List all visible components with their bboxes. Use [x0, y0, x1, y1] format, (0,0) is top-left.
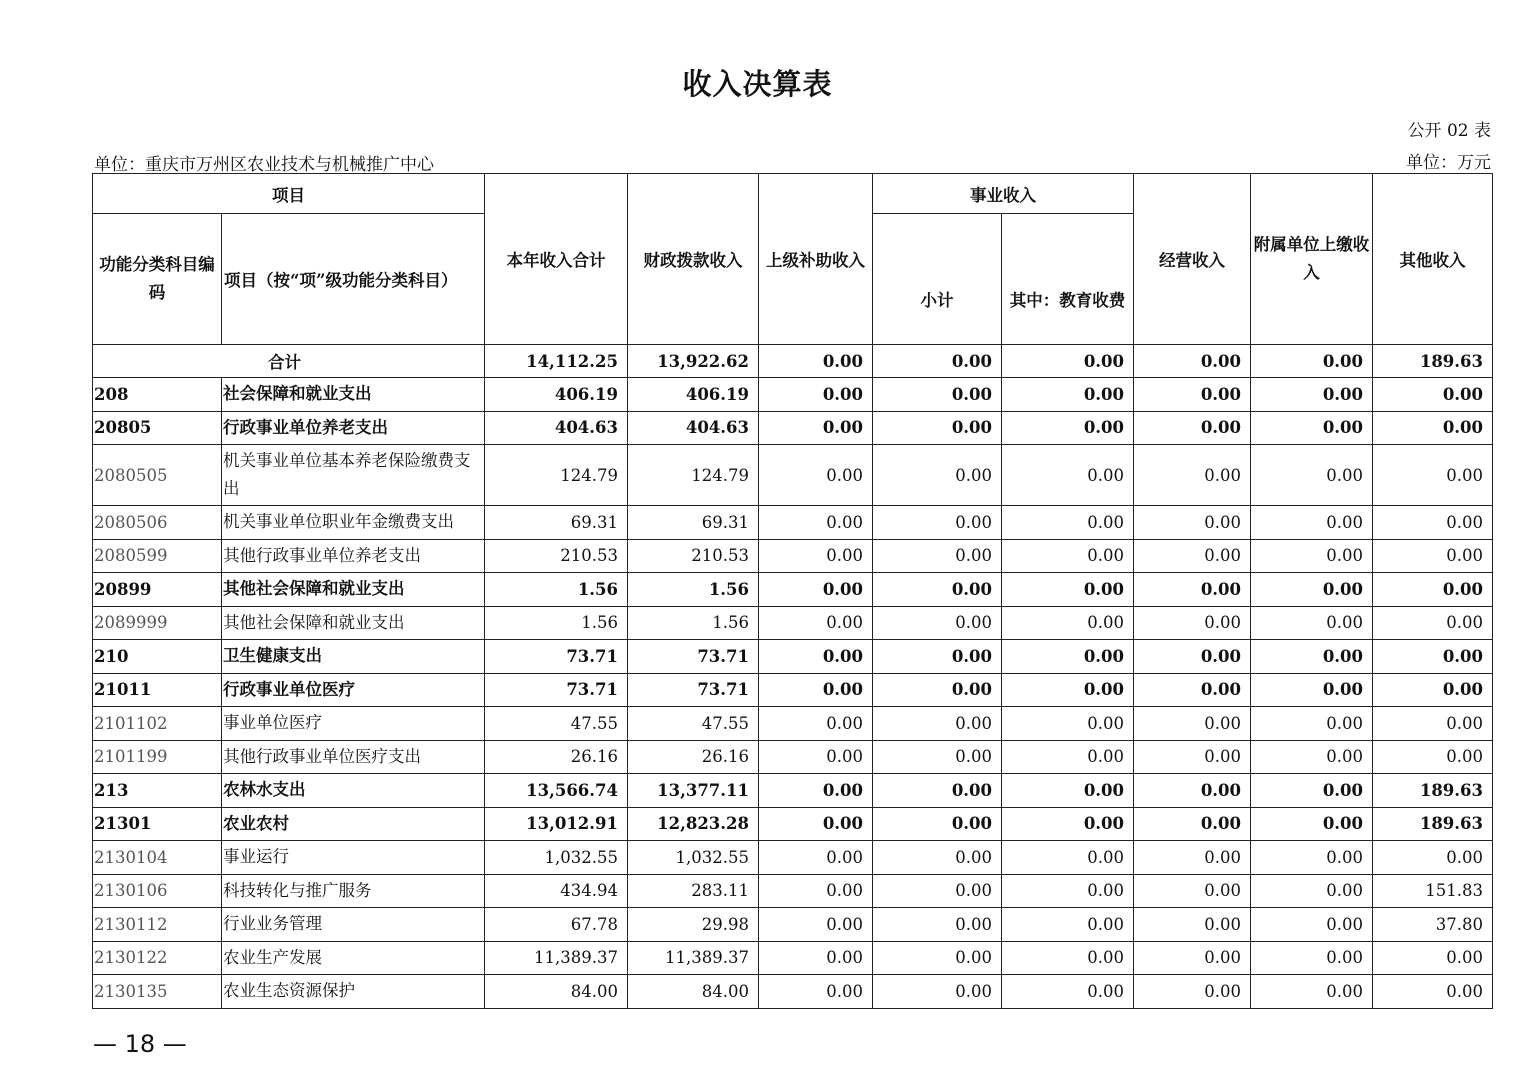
row-value: 0.00 — [873, 573, 1002, 607]
row-value: 37.80 — [1373, 908, 1493, 942]
row-value: 0.00 — [873, 874, 1002, 908]
row-value: 0.00 — [1373, 378, 1493, 412]
row-value: 0.00 — [1134, 640, 1251, 674]
row-value: 0.00 — [873, 908, 1002, 942]
row-value: 73.71 — [485, 640, 628, 674]
row-value: 0.00 — [1251, 975, 1373, 1009]
header-func-code: 功能分类科目编码 — [93, 214, 222, 345]
table-row — [93, 606, 1493, 640]
row-value: 0.00 — [1002, 573, 1134, 607]
row-value: 0.00 — [759, 640, 873, 674]
row-value: 0.00 — [1002, 411, 1134, 445]
row-value: 404.63 — [628, 411, 759, 445]
row-value: 0.00 — [1002, 506, 1134, 540]
table-row — [93, 941, 1493, 975]
row-value: 0.00 — [873, 539, 1002, 573]
row-value: 0.00 — [1002, 740, 1134, 774]
row-name: 其他行政事业单位医疗支出 — [222, 740, 485, 774]
row-value: 69.31 — [628, 506, 759, 540]
row-code: 2130106 — [93, 874, 222, 908]
row-value: 0.00 — [1002, 539, 1134, 573]
row-name: 社会保障和就业支出 — [222, 378, 485, 412]
row-value: 1,032.55 — [485, 841, 628, 875]
table-row — [93, 411, 1493, 445]
row-name: 卫生健康支出 — [222, 640, 485, 674]
row-value: 0.00 — [1134, 941, 1251, 975]
row-value: 73.71 — [628, 640, 759, 674]
row-value: 0.00 — [1251, 573, 1373, 607]
row-value: 0.00 — [873, 411, 1002, 445]
row-value: 0.00 — [759, 774, 873, 808]
row-value: 69.31 — [485, 506, 628, 540]
row-value: 0.00 — [1373, 740, 1493, 774]
row-value: 0.00 — [1002, 807, 1134, 841]
row-value: 0.00 — [873, 378, 1002, 412]
row-value: 434.94 — [485, 874, 628, 908]
row-value: 406.19 — [485, 378, 628, 412]
row-value: 13,012.91 — [485, 807, 628, 841]
table-body — [93, 345, 1493, 1009]
row-value: 1.56 — [485, 573, 628, 607]
row-value: 1,032.55 — [628, 841, 759, 875]
form-number: 公开 02 表 — [1407, 121, 1491, 141]
unit-currency: 单位：万元 — [1406, 153, 1491, 173]
row-name: 科技转化与推广服务 — [222, 874, 485, 908]
row-value: 13,377.11 — [628, 774, 759, 808]
row-value: 0.00 — [1373, 707, 1493, 741]
row-value: 0.00 — [873, 941, 1002, 975]
row-value: 0.00 — [1002, 707, 1134, 741]
row-name: 行业业务管理 — [222, 908, 485, 942]
row-code: 213 — [93, 774, 222, 808]
total-cell: 0.00 — [1251, 345, 1373, 378]
total-cell: 189.63 — [1373, 345, 1493, 378]
row-value: 29.98 — [628, 908, 759, 942]
row-value: 0.00 — [1002, 606, 1134, 640]
total-cell: 13,922.62 — [628, 345, 759, 378]
row-value: 1.56 — [628, 573, 759, 607]
row-value: 210.53 — [485, 539, 628, 573]
row-code: 2130112 — [93, 908, 222, 942]
page-number: — 18 — — [93, 1030, 187, 1058]
row-value: 0.00 — [759, 506, 873, 540]
row-value: 26.16 — [485, 740, 628, 774]
row-code: 2101199 — [93, 740, 222, 774]
row-name: 其他社会保障和就业支出 — [222, 573, 485, 607]
row-code: 21011 — [93, 673, 222, 707]
row-value: 0.00 — [1373, 573, 1493, 607]
row-value: 0.00 — [759, 975, 873, 1009]
total-cell: 0.00 — [1002, 345, 1134, 378]
table-row — [93, 378, 1493, 412]
row-value: 0.00 — [1251, 673, 1373, 707]
row-value: 0.00 — [759, 908, 873, 942]
row-value: 0.00 — [873, 606, 1002, 640]
row-value: 0.00 — [1134, 606, 1251, 640]
row-value: 0.00 — [759, 707, 873, 741]
row-value: 0.00 — [1002, 874, 1134, 908]
row-value: 0.00 — [1134, 874, 1251, 908]
row-value: 1.56 — [485, 606, 628, 640]
row-code: 20899 — [93, 573, 222, 607]
row-value: 13,566.74 — [485, 774, 628, 808]
row-value: 0.00 — [873, 774, 1002, 808]
row-value: 0.00 — [759, 573, 873, 607]
total-cell: 0.00 — [873, 345, 1002, 378]
header-subtotal: 小计 — [873, 214, 1002, 345]
row-value: 0.00 — [1002, 908, 1134, 942]
row-value: 11,389.37 — [628, 941, 759, 975]
header-education-fee: 其中：教育收费 — [1002, 214, 1134, 345]
row-code: 2130104 — [93, 841, 222, 875]
row-value: 26.16 — [628, 740, 759, 774]
row-value: 11,389.37 — [485, 941, 628, 975]
row-code: 2089999 — [93, 606, 222, 640]
row-name: 农业生产发展 — [222, 941, 485, 975]
total-cell: 0.00 — [1134, 345, 1251, 378]
row-value: 189.63 — [1373, 807, 1493, 841]
table-row — [93, 774, 1493, 808]
row-name: 机关事业单位职业年金缴费支出 — [222, 506, 485, 540]
table-row — [93, 841, 1493, 875]
row-value: 1.56 — [628, 606, 759, 640]
row-value: 0.00 — [1373, 841, 1493, 875]
row-name: 行政事业单位医疗 — [222, 673, 485, 707]
row-value: 47.55 — [485, 707, 628, 741]
row-value: 0.00 — [873, 807, 1002, 841]
row-value: 0.00 — [1373, 941, 1493, 975]
row-value: 0.00 — [1251, 774, 1373, 808]
row-value: 0.00 — [1002, 841, 1134, 875]
row-name: 其他行政事业单位养老支出 — [222, 539, 485, 573]
row-value: 0.00 — [1373, 506, 1493, 540]
row-code: 20805 — [93, 411, 222, 445]
total-cell: 0.00 — [759, 345, 873, 378]
row-value: 84.00 — [485, 975, 628, 1009]
row-value: 0.00 — [1002, 975, 1134, 1009]
header-superior-subsidy: 上级补助收入 — [759, 174, 873, 345]
row-code: 2080599 — [93, 539, 222, 573]
header-operating: 经营收入 — [1134, 174, 1251, 345]
row-value: 0.00 — [1134, 707, 1251, 741]
row-value: 0.00 — [1134, 378, 1251, 412]
row-value: 0.00 — [873, 740, 1002, 774]
row-value: 0.00 — [873, 707, 1002, 741]
income-table — [92, 173, 1493, 1009]
row-value: 0.00 — [759, 841, 873, 875]
row-value: 0.00 — [1134, 975, 1251, 1009]
row-value: 0.00 — [1251, 539, 1373, 573]
row-name: 事业运行 — [222, 841, 485, 875]
row-value: 0.00 — [1373, 411, 1493, 445]
row-code: 208 — [93, 378, 222, 412]
row-value: 0.00 — [1134, 740, 1251, 774]
row-value: 0.00 — [873, 841, 1002, 875]
row-value: 0.00 — [1134, 445, 1251, 506]
row-name: 农业生态资源保护 — [222, 975, 485, 1009]
table-row — [93, 707, 1493, 741]
row-code: 2101102 — [93, 707, 222, 741]
row-value: 0.00 — [759, 606, 873, 640]
unit-organization: 单位：重庆市万州区农业技术与机械推广中心 — [94, 155, 434, 175]
row-value: 67.78 — [485, 908, 628, 942]
row-name: 机关事业单位基本养老保险缴费支出 — [222, 445, 485, 506]
row-value: 0.00 — [1251, 411, 1373, 445]
table-row — [93, 807, 1493, 841]
row-value: 0.00 — [1134, 673, 1251, 707]
row-value: 0.00 — [759, 539, 873, 573]
row-value: 210.53 — [628, 539, 759, 573]
table-row — [93, 673, 1493, 707]
row-value: 0.00 — [759, 445, 873, 506]
row-value: 0.00 — [1251, 874, 1373, 908]
row-value: 0.00 — [1251, 606, 1373, 640]
row-value: 0.00 — [1002, 941, 1134, 975]
row-value: 0.00 — [759, 807, 873, 841]
row-value: 73.71 — [485, 673, 628, 707]
row-value: 0.00 — [1251, 640, 1373, 674]
table-row — [93, 640, 1493, 674]
table-row — [93, 445, 1493, 506]
row-value: 151.83 — [1373, 874, 1493, 908]
table-row — [93, 975, 1493, 1009]
row-value: 0.00 — [1134, 908, 1251, 942]
row-value: 0.00 — [1134, 573, 1251, 607]
row-value: 189.63 — [1373, 774, 1493, 808]
row-code: 210 — [93, 640, 222, 674]
row-value: 0.00 — [759, 378, 873, 412]
row-value: 0.00 — [759, 411, 873, 445]
row-value: 0.00 — [1002, 673, 1134, 707]
row-value: 0.00 — [1251, 908, 1373, 942]
row-value: 0.00 — [1134, 807, 1251, 841]
row-value: 0.00 — [1134, 411, 1251, 445]
row-name: 事业单位医疗 — [222, 707, 485, 741]
total-label: 合计 — [93, 345, 485, 378]
row-code: 2130122 — [93, 941, 222, 975]
row-value: 0.00 — [1373, 975, 1493, 1009]
row-value: 0.00 — [873, 506, 1002, 540]
row-value: 0.00 — [1251, 506, 1373, 540]
row-value: 84.00 — [628, 975, 759, 1009]
row-value: 0.00 — [1373, 606, 1493, 640]
row-value: 283.11 — [628, 874, 759, 908]
row-name: 农业农村 — [222, 807, 485, 841]
header-total-income: 本年收入合计 — [485, 174, 628, 345]
row-value: 0.00 — [1251, 941, 1373, 975]
row-value: 0.00 — [759, 941, 873, 975]
row-name: 其他社会保障和就业支出 — [222, 606, 485, 640]
row-value: 0.00 — [1251, 445, 1373, 506]
row-value: 0.00 — [1251, 740, 1373, 774]
row-value: 0.00 — [759, 874, 873, 908]
row-value: 0.00 — [1373, 539, 1493, 573]
row-value: 0.00 — [1373, 640, 1493, 674]
table-row — [93, 573, 1493, 607]
row-value: 0.00 — [1002, 378, 1134, 412]
row-code: 2080505 — [93, 445, 222, 506]
row-value: 0.00 — [1251, 378, 1373, 412]
header-fiscal: 财政拨款收入 — [628, 174, 759, 345]
row-value: 0.00 — [1002, 445, 1134, 506]
row-value: 0.00 — [1251, 841, 1373, 875]
table-row — [93, 874, 1493, 908]
row-value: 0.00 — [1134, 506, 1251, 540]
row-value: 0.00 — [1134, 539, 1251, 573]
header-affiliated: 附属单位上缴收入 — [1251, 174, 1373, 345]
table-row — [93, 539, 1493, 573]
total-cell: 14,112.25 — [485, 345, 628, 378]
header-business-income: 事业收入 — [873, 174, 1134, 214]
row-name: 行政事业单位养老支出 — [222, 411, 485, 445]
row-value: 0.00 — [873, 975, 1002, 1009]
row-value: 0.00 — [873, 445, 1002, 506]
row-value: 0.00 — [1373, 673, 1493, 707]
row-value: 0.00 — [759, 740, 873, 774]
row-value: 124.79 — [485, 445, 628, 506]
row-value: 0.00 — [1251, 807, 1373, 841]
table-row — [93, 908, 1493, 942]
row-value: 0.00 — [1251, 707, 1373, 741]
table-row — [93, 740, 1493, 774]
row-value: 12,823.28 — [628, 807, 759, 841]
header-project: 项目 — [93, 174, 485, 214]
row-value: 404.63 — [485, 411, 628, 445]
row-value: 47.55 — [628, 707, 759, 741]
header-other: 其他收入 — [1373, 174, 1493, 345]
row-value: 73.71 — [628, 673, 759, 707]
row-code: 2130135 — [93, 975, 222, 1009]
row-name: 农林水支出 — [222, 774, 485, 808]
header-func-name: 项目（按“项”级功能分类科目） — [222, 214, 485, 345]
row-value: 0.00 — [1002, 774, 1134, 808]
row-code: 21301 — [93, 807, 222, 841]
table-row — [93, 506, 1493, 540]
row-value: 0.00 — [1134, 774, 1251, 808]
row-code: 2080506 — [93, 506, 222, 540]
page-title: 收入决算表 — [682, 67, 833, 101]
row-value: 406.19 — [628, 378, 759, 412]
row-value: 0.00 — [1373, 445, 1493, 506]
row-value: 0.00 — [1002, 640, 1134, 674]
row-value: 0.00 — [873, 640, 1002, 674]
row-value: 0.00 — [1134, 841, 1251, 875]
row-value: 0.00 — [759, 673, 873, 707]
row-value: 124.79 — [628, 445, 759, 506]
row-value: 0.00 — [873, 673, 1002, 707]
total-row — [93, 345, 1493, 378]
